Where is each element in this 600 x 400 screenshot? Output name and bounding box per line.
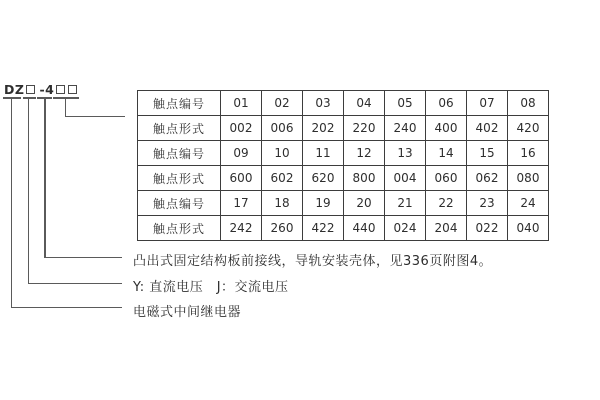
row-header: 触点形式 bbox=[138, 116, 221, 141]
table-cell: 602 bbox=[262, 166, 303, 191]
table-row bbox=[138, 191, 549, 216]
callout-underline-2 bbox=[23, 97, 36, 99]
table-cell: 02 bbox=[262, 91, 303, 116]
table-cell: 800 bbox=[344, 166, 385, 191]
model-prefix: DZ bbox=[4, 81, 25, 97]
legend-structure-text: 凸出式固定结构板前接线，导轨安装壳体，见336页附图4。 bbox=[133, 254, 493, 269]
table-row bbox=[138, 91, 549, 116]
row-header: 触点编号 bbox=[138, 91, 221, 116]
table-cell: 062 bbox=[467, 166, 508, 191]
table-cell: 420 bbox=[508, 116, 549, 141]
table-cell: 202 bbox=[303, 116, 344, 141]
callout-hline-voltage-type bbox=[28, 283, 122, 285]
legend-relay-text: 电磁式中间继电器 bbox=[133, 305, 242, 320]
table-cell: 400 bbox=[426, 116, 467, 141]
callout-vline-contact-code bbox=[65, 97, 67, 117]
table-cell: 05 bbox=[385, 91, 426, 116]
placeholder-box-contact-1 bbox=[56, 85, 65, 94]
table-row bbox=[138, 216, 549, 241]
callout-hline-relay-type bbox=[11, 307, 122, 309]
table-cell: 402 bbox=[467, 116, 508, 141]
table-cell: 600 bbox=[221, 166, 262, 191]
table-cell: 022 bbox=[467, 216, 508, 241]
table-cell: 07 bbox=[467, 91, 508, 116]
table-cell: 12 bbox=[344, 141, 385, 166]
table-cell: 13 bbox=[385, 141, 426, 166]
callout-vline-relay-type bbox=[11, 97, 13, 308]
table-cell: 16 bbox=[508, 141, 549, 166]
table-cell: 06 bbox=[426, 91, 467, 116]
table-cell: 17 bbox=[221, 191, 262, 216]
legend-voltage-text: Y: 直流电压 J：交流电压 bbox=[133, 280, 289, 295]
table-cell: 422 bbox=[303, 216, 344, 241]
table-cell: 040 bbox=[508, 216, 549, 241]
table-cell: 002 bbox=[221, 116, 262, 141]
table-cell: 21 bbox=[385, 191, 426, 216]
table-cell: 19 bbox=[303, 191, 344, 216]
table-cell: 240 bbox=[385, 116, 426, 141]
table-cell: 15 bbox=[467, 141, 508, 166]
table-cell: 004 bbox=[385, 166, 426, 191]
placeholder-box-contact-2 bbox=[68, 85, 77, 94]
model-middle: -4 bbox=[39, 81, 55, 97]
table-cell: 242 bbox=[221, 216, 262, 241]
callout-vline-voltage-type bbox=[28, 97, 30, 284]
table-cell: 09 bbox=[221, 141, 262, 166]
table-cell: 006 bbox=[262, 116, 303, 141]
table-cell: 04 bbox=[344, 91, 385, 116]
callout-vline-structure bbox=[44, 97, 46, 258]
table-cell: 10 bbox=[262, 141, 303, 166]
table-row bbox=[138, 141, 549, 166]
table-cell: 620 bbox=[303, 166, 344, 191]
placeholder-box-voltage bbox=[26, 85, 35, 94]
contact-table bbox=[137, 90, 549, 241]
table-cell: 20 bbox=[344, 191, 385, 216]
table-cell: 01 bbox=[221, 91, 262, 116]
row-header: 触点形式 bbox=[138, 166, 221, 191]
table-cell: 204 bbox=[426, 216, 467, 241]
table-row bbox=[138, 116, 549, 141]
table-cell: 260 bbox=[262, 216, 303, 241]
table-row bbox=[138, 166, 549, 191]
table-cell: 18 bbox=[262, 191, 303, 216]
table-cell: 03 bbox=[303, 91, 344, 116]
table-cell: 440 bbox=[344, 216, 385, 241]
table-cell: 024 bbox=[385, 216, 426, 241]
row-header: 触点形式 bbox=[138, 216, 221, 241]
table-cell: 23 bbox=[467, 191, 508, 216]
row-header: 触点编号 bbox=[138, 191, 221, 216]
table-cell: 080 bbox=[508, 166, 549, 191]
table-cell: 22 bbox=[426, 191, 467, 216]
model-code bbox=[4, 82, 78, 96]
callout-hline-structure bbox=[44, 257, 122, 259]
table-cell: 220 bbox=[344, 116, 385, 141]
callout-hline-contact-code bbox=[65, 116, 125, 118]
table-cell: 11 bbox=[303, 141, 344, 166]
row-header: 触点编号 bbox=[138, 141, 221, 166]
table-cell: 08 bbox=[508, 91, 549, 116]
table-cell: 060 bbox=[426, 166, 467, 191]
table-cell: 14 bbox=[426, 141, 467, 166]
table-cell: 24 bbox=[508, 191, 549, 216]
